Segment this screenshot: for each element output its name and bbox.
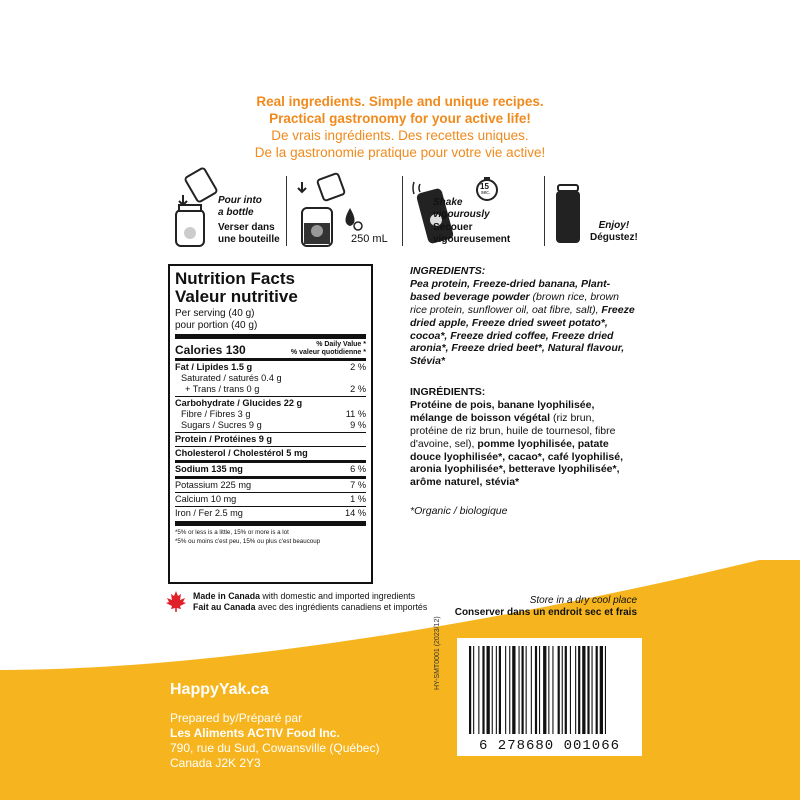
shake-fr-2: vigoureusement: [433, 234, 511, 245]
pour-powder-icon: [168, 165, 218, 250]
nutrient-row-fat: Fat / Lipides 1.5 g 2 %: [175, 362, 366, 372]
website: HappyYak.ca: [170, 681, 269, 698]
storage-fr: Conserver dans un endroit sec et frais: [454, 607, 637, 618]
origin-en-bold: Made in Canada: [193, 591, 260, 601]
tagline-fr-1: De vrais ingrédients. Des recettes uniques.: [271, 128, 529, 143]
nutrition-footnote-fr: *5% ou moins c'est peu, 15% ou plus c'est beaucoup: [175, 538, 321, 545]
nutrition-footnote-en: *5% or less is a little, 15% or more is a lot: [175, 529, 289, 536]
tagline-en-2: Practical gastronomy for your active life!: [269, 111, 531, 126]
timer-unit: sec.: [481, 190, 491, 196]
footer-address: [170, 711, 379, 771]
city-postal: Canada J2K 2Y3: [170, 756, 261, 770]
nutrient-row-fibre: Fibre / Fibres 3 g 11 %: [181, 409, 366, 419]
ingredients-fr: [410, 386, 635, 489]
ingredients-fr-text-3: pomme lyophilisée, patate douce lyophilisée*, cacao*, café lyophilisé, aronia lyophilisée*, betterave lyophilisée*, arôme naturel, stévia*: [410, 437, 623, 489]
pour-fr-1: Verser dans: [218, 222, 275, 233]
enjoy-bottle-icon: [550, 183, 590, 248]
barcode-digits: 6 278680 001066: [457, 738, 642, 754]
nutrient-row-sodium: Sodium 135 mg 6 %: [175, 464, 366, 474]
ingredients-fr-text-1: Protéine de pois, banane lyophilisée, mélange de boisson végétal: [410, 398, 595, 424]
nutrient-row-sugars: Sugars / Sucres 9 g 9 %: [181, 420, 366, 430]
nutrient-row-cholesterol: Cholesterol / Cholestérol 5 mg: [175, 448, 308, 458]
nutrition-title-en: Nutrition Facts: [175, 269, 295, 288]
origin-fr: avec des ingrédients canadiens et importés: [255, 602, 428, 612]
serving-size-fr: pour portion (40 g): [175, 320, 258, 331]
tagline-fr-2: De la gastronomie pratique pour votre vie active!: [254, 145, 546, 160]
shake-en-2: vigourously: [433, 209, 490, 220]
nutrient-row-iron: Iron / Fer 2.5 mg 14 %: [175, 508, 366, 518]
enjoy-en: Enjoy!: [598, 220, 630, 231]
shake-en-1: Shake: [433, 197, 463, 208]
step-divider: [544, 176, 545, 246]
barcode: [457, 638, 642, 756]
nutrition-facts-table: [168, 264, 373, 584]
nutrition-title-fr: Valeur nutritive: [175, 287, 298, 306]
calories: Calories 130: [175, 343, 246, 357]
ingredients-en-text-2: (brown rice, brown rice protein, sunflower oil, oat fibre, salt),: [410, 290, 619, 316]
origin-text: [193, 591, 427, 613]
enjoy-fr: Dégustez!: [590, 232, 638, 243]
nutrient-row-potassium: Potassium 225 mg 7 %: [175, 480, 366, 490]
pour-en-1: Pour into: [218, 195, 262, 206]
step-divider: [286, 176, 287, 246]
organic-note: *Organic / biologique: [410, 505, 508, 517]
ingredients-title-fr: INGRÉDIENTS:: [410, 386, 486, 398]
step-divider: [402, 176, 403, 246]
ingredients-en-text-3: Freeze dried apple, Freeze dried sweet potato*, cocoa*, Freeze dried coffee, Freeze dried aronia*, Freeze dried beet*, Natural flavour, Stévia*: [410, 303, 635, 368]
nutrient-row-carbohydrate: Carbohydrate / Glucides 22 g: [175, 398, 303, 408]
ingredients-en: [410, 265, 635, 368]
origin-fr-bold: Fait au Canada: [193, 602, 256, 612]
pour-fr-2: une bouteille: [218, 234, 280, 245]
company-name: Les Aliments ACTIV Food Inc.: [170, 726, 340, 740]
nutrient-row-trans: + Trans / trans 0 g 2 %: [185, 384, 366, 394]
tagline-en-1: Real ingredients. Simple and unique recipes.: [256, 94, 544, 109]
volume-label: 250 mL: [351, 233, 388, 245]
product-code: HY-SMT0001 (2023/12): [434, 616, 441, 690]
prepared-by: Prepared by/Préparé par: [170, 711, 303, 725]
ingredients-title-en: INGREDIENTS:: [410, 265, 486, 277]
storage-text: [452, 595, 637, 619]
nutrient-row-calcium: Calcium 10 mg 1 %: [175, 494, 366, 504]
origin-en: with domestic and imported ingredients: [259, 591, 415, 601]
storage-en: Store in a dry cool place: [529, 595, 637, 606]
pour-en-2: a bottle: [218, 207, 254, 218]
daily-value-fr: % valeur quotidienne *: [290, 349, 366, 356]
serving-size-en: Per serving (40 g): [175, 308, 255, 319]
daily-value-en: % Daily Value *: [316, 341, 366, 348]
maple-leaf-icon: [165, 590, 187, 612]
street-address: 790, rue du Sud, Cowansville (Québec): [170, 741, 380, 755]
shake-fr-1: Secouer: [433, 222, 473, 233]
ingredients-en-text-1: Pea protein, Freeze-dried banana, Plant-based beverage powder: [410, 277, 611, 303]
ingredients-fr-text-2: (riz brun, protéine de riz brun, huile de tournesol, fibre d'avoine, sel),: [410, 411, 616, 450]
nutrient-row-protein: Protein / Protéines 9 g: [175, 434, 273, 444]
nutrient-row-saturated: Saturated / saturés 0.4 g: [181, 373, 282, 383]
timer-value: 15: [480, 182, 489, 191]
